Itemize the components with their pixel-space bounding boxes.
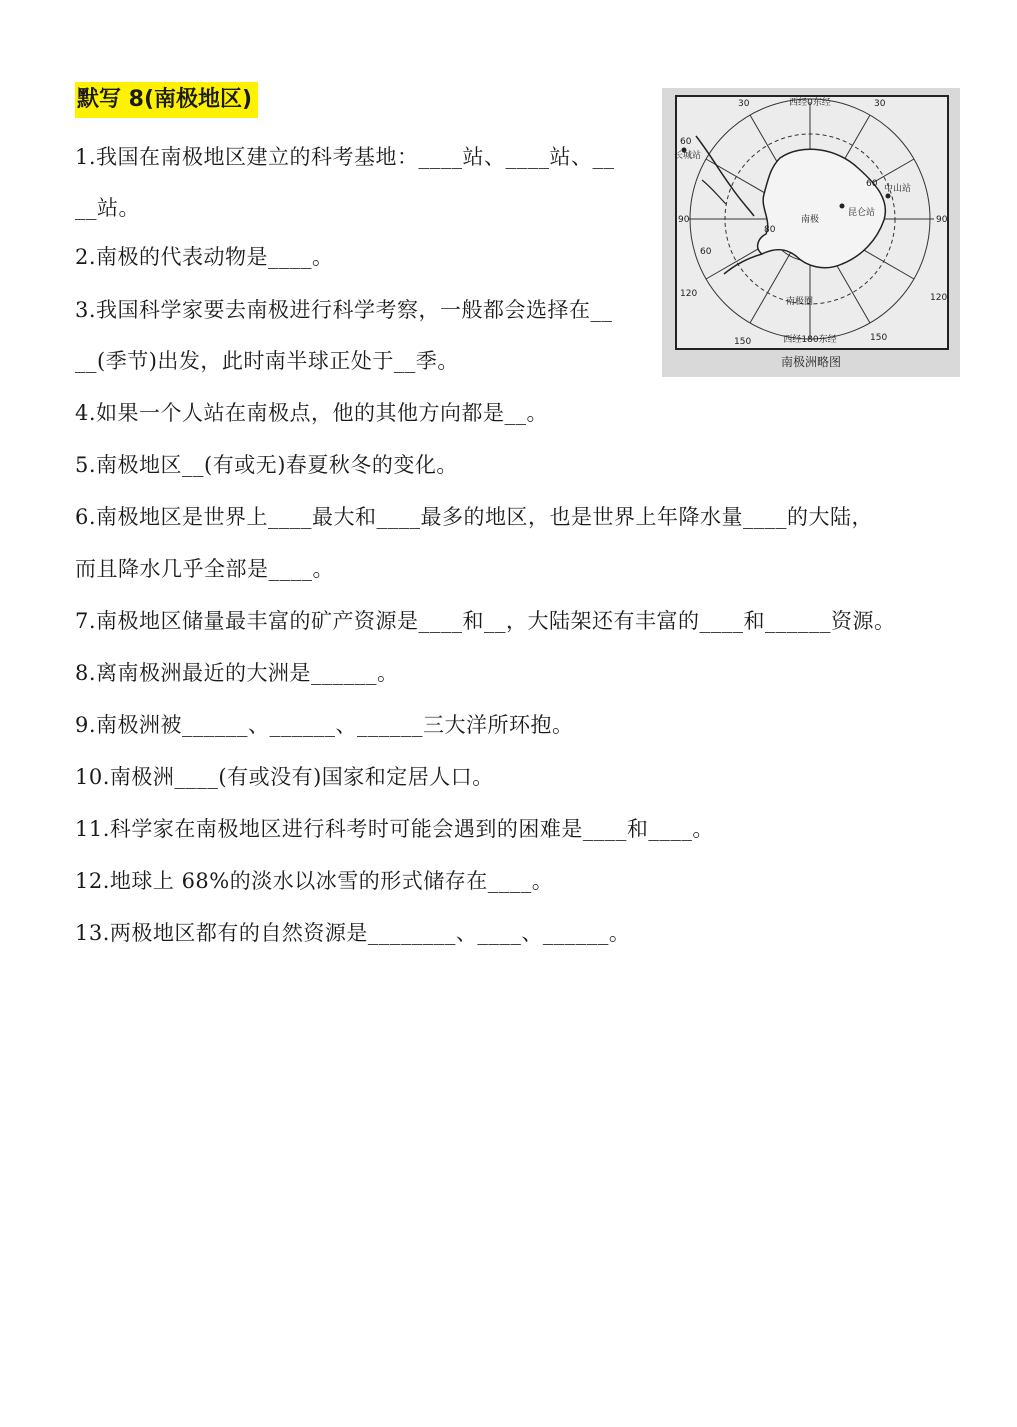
question-line: 1.我国在南极地区建立的科考基地：____站、____站、__ xyxy=(75,145,615,169)
question-line: 9.南极洲被______、______、______三大洋所环抱。 xyxy=(75,713,574,737)
map-degree-label: 60 xyxy=(680,137,692,147)
question-line: 4.如果一个人站在南极点，他的其他方向都是__。 xyxy=(75,401,549,425)
map-degree-label: 90 xyxy=(678,215,690,225)
map-pole-label: 南极 xyxy=(800,215,820,225)
question-line: __(季节)出发，此时南半球正处于__季。 xyxy=(75,349,459,373)
question-line: 2.南极的代表动物是____。 xyxy=(75,245,334,269)
map-label: 南极圈 xyxy=(786,297,814,307)
map-top-label: 西经0东经 xyxy=(789,98,831,108)
question-line: 10.南极洲____(有或没有)国家和定居人口。 xyxy=(75,765,494,789)
map-degree-label: 60 xyxy=(700,247,712,257)
map-degree-label: 30 xyxy=(874,99,886,109)
map-degree-label: 30 xyxy=(738,99,750,109)
question-line: 6.南极地区是世界上____最大和____最多的地区，也是世界上年降水量____的大陆， xyxy=(75,505,874,529)
map-station-label: 中山站 xyxy=(884,184,912,194)
map-caption: 南极洲略图 xyxy=(780,355,841,369)
question-line: __站。 xyxy=(75,196,140,220)
map-degree-label: 120 xyxy=(930,293,948,303)
map-degree-label: 90 xyxy=(936,215,948,225)
map-station-label: 长城站 xyxy=(674,151,702,161)
map-bottom-label: 西经180东经 xyxy=(783,335,837,345)
map-degree-label: 80 xyxy=(764,225,776,235)
map-station-label: 昆仑站 xyxy=(848,208,876,218)
antarctica-map-drawing xyxy=(662,88,960,377)
question-line: 11.科学家在南极地区进行科考时可能会遇到的困难是____和____。 xyxy=(75,817,714,841)
question-line: 3.我国科学家要去南极进行科学考察，一般都会选择在__ xyxy=(75,298,613,322)
question-line: 13.两极地区都有的自然资源是________、____、______。 xyxy=(75,921,631,945)
map-degree-label: 150 xyxy=(734,337,752,347)
page-title: 默写 8(南极地区) xyxy=(75,82,258,118)
question-line: 7.南极地区储量最丰富的矿产资源是____和__，大陆架还有丰富的____和______资源。 xyxy=(75,609,896,633)
question-line: 5.南极地区__(有或无)春夏秋冬的变化。 xyxy=(75,453,458,477)
antarctica-map xyxy=(662,88,960,377)
question-line: 8.离南极洲最近的大洲是______。 xyxy=(75,661,399,685)
map-degree-label: 120 xyxy=(680,289,698,299)
map-degree-label: 60 xyxy=(866,179,878,189)
question-line: 而且降水几乎全部是____。 xyxy=(75,557,334,581)
question-line: 12.地球上 68%的淡水以冰雪的形式储存在____。 xyxy=(75,869,554,893)
map-degree-label: 150 xyxy=(870,333,888,343)
